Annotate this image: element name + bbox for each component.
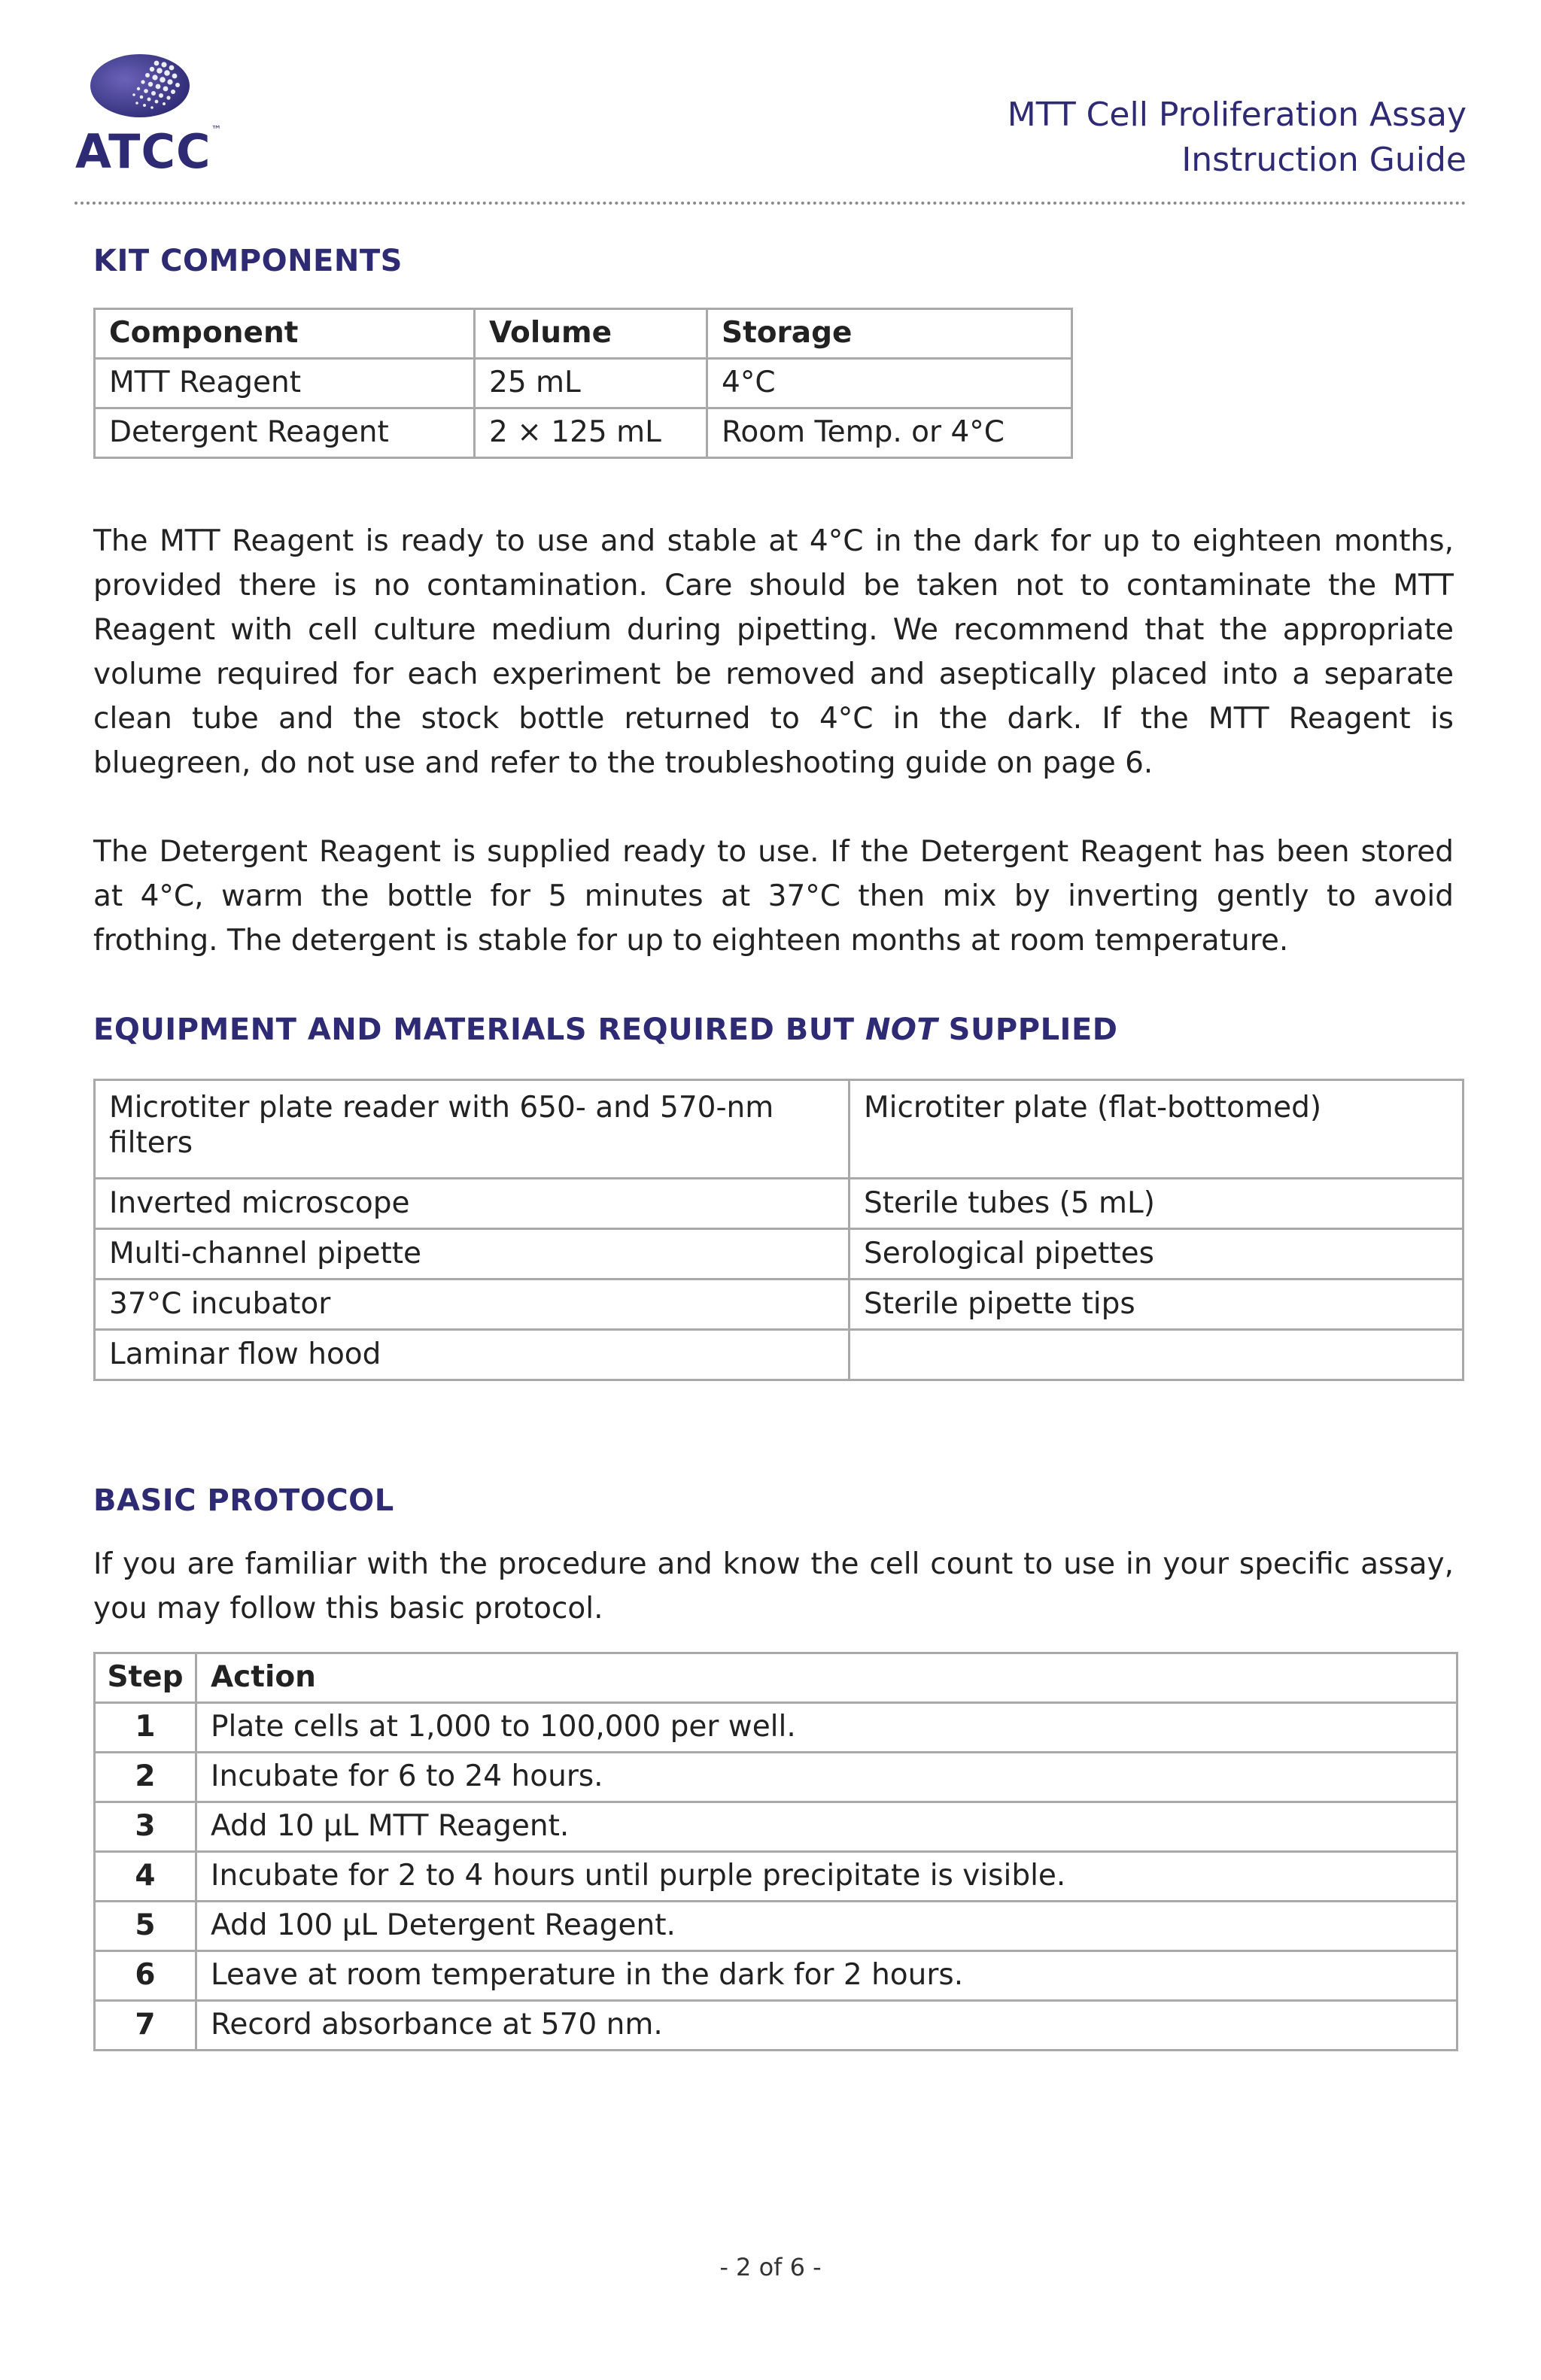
page-number: - 2 of 6 - xyxy=(719,2253,822,2281)
table-row xyxy=(95,1179,1463,1229)
table-cell: 2 × 125 mL xyxy=(475,408,707,458)
equipment-table xyxy=(93,1079,1464,1381)
table-cell: 37°C incubator xyxy=(95,1280,850,1330)
table-cell: MTT Reagent xyxy=(95,359,475,408)
step-action: Record absorbance at 570 nm. xyxy=(196,2001,1457,2051)
title-line-2: Instruction Guide xyxy=(1181,141,1467,179)
table-cell: Detergent Reagent xyxy=(95,408,475,458)
header-divider xyxy=(74,202,1467,205)
table-row xyxy=(95,408,1072,458)
table-cell: 25 mL xyxy=(475,359,707,408)
mtt-reagent-paragraph: The MTT Reagent is ready to use and stable at 4°C in the dark for up to eighteen months, provided there is no contamination. Care should be taken not to contaminate the MTT Reagent with cell culture medium during pipetting. We recommend that the appropriate volume required for each experiment be removed and aseptically placed into a separate clean tube and the stock bottle returned to 4°C in the dark. If the MTT Reagent is bluegreen, do not use and refer to the troubleshooting guide on page 6. xyxy=(93,524,1454,780)
table-row xyxy=(95,1753,1457,1802)
table-cell: Microtiter plate reader with 650- and 570-nm filters xyxy=(95,1080,850,1179)
table-cell: Multi-channel pipette xyxy=(95,1229,850,1280)
kit-components-heading: KIT COMPONENTS xyxy=(93,244,403,278)
step-action: Incubate for 2 to 4 hours until purple precipitate is visible. xyxy=(196,1852,1457,1902)
column-header: Action xyxy=(196,1653,1457,1703)
table-cell: Sterile pipette tips xyxy=(850,1280,1463,1330)
step-number: 1 xyxy=(95,1703,196,1753)
column-header: Component xyxy=(95,309,475,359)
table-cell: Room Temp. or 4°C xyxy=(707,408,1072,458)
table-row xyxy=(95,1330,1463,1380)
table-header-row xyxy=(95,1653,1457,1703)
protocol-table xyxy=(93,1652,1458,2051)
table-row xyxy=(95,1080,1463,1179)
column-header: Volume xyxy=(475,309,707,359)
table-cell: Inverted microscope xyxy=(95,1179,850,1229)
kit-components-table xyxy=(93,308,1073,459)
title-line-1: MTT Cell Proliferation Assay xyxy=(1007,96,1467,134)
table-cell: Sterile tubes (5 mL) xyxy=(850,1179,1463,1229)
table-row xyxy=(95,2001,1457,2051)
column-header: Step xyxy=(95,1653,196,1703)
step-number: 2 xyxy=(95,1753,196,1802)
table-cell: 4°C xyxy=(707,359,1072,408)
table-cell: Microtiter plate (flat-bottomed) xyxy=(850,1080,1463,1179)
step-number: 6 xyxy=(95,1951,196,2001)
table-row xyxy=(95,1852,1457,1902)
table-header-row xyxy=(95,309,1072,359)
table-row xyxy=(95,1703,1457,1753)
step-number: 5 xyxy=(95,1902,196,1951)
table-row xyxy=(95,1280,1463,1330)
document-title xyxy=(1008,93,1467,183)
column-header: Storage xyxy=(707,309,1072,359)
step-number: 7 xyxy=(95,2001,196,2051)
table-cell: Serological pipettes xyxy=(850,1229,1463,1280)
step-action: Leave at room temperature in the dark for 2 hours. xyxy=(196,1951,1457,2001)
step-number: 4 xyxy=(95,1852,196,1902)
table-row xyxy=(95,1951,1457,2001)
table-row xyxy=(95,1802,1457,1852)
table-cell: Laminar flow hood xyxy=(95,1330,850,1380)
protocol-intro: If you are familiar with the procedure and know the cell count to use in your specific assay, you may follow this basic protocol. xyxy=(93,1547,1454,1626)
table-row xyxy=(95,1902,1457,1951)
step-action: Add 100 µL Detergent Reagent. xyxy=(196,1902,1457,1951)
table-row xyxy=(95,1229,1463,1280)
step-action: Incubate for 6 to 24 hours. xyxy=(196,1753,1457,1802)
step-action: Add 10 µL MTT Reagent. xyxy=(196,1802,1457,1852)
equipment-heading: EQUIPMENT AND MATERIALS REQUIRED BUT NOT SUPPLIED xyxy=(93,1012,1118,1047)
table-cell xyxy=(850,1330,1463,1380)
step-action: Plate cells at 1,000 to 100,000 per well. xyxy=(196,1703,1457,1753)
table-row xyxy=(95,359,1072,408)
step-number: 3 xyxy=(95,1802,196,1852)
detergent-reagent-paragraph: The Detergent Reagent is supplied ready to use. If the Detergent Reagent has been stored at 4°C, warm the bottle for 5 minutes at 37°C then mix by inverting gently to avoid frothing. The detergent is stable for up to eighteen months at room temperature. xyxy=(93,835,1454,958)
logo-wordmark: ATCC™ xyxy=(75,124,223,179)
basic-protocol-heading: BASIC PROTOCOL xyxy=(93,1483,394,1518)
